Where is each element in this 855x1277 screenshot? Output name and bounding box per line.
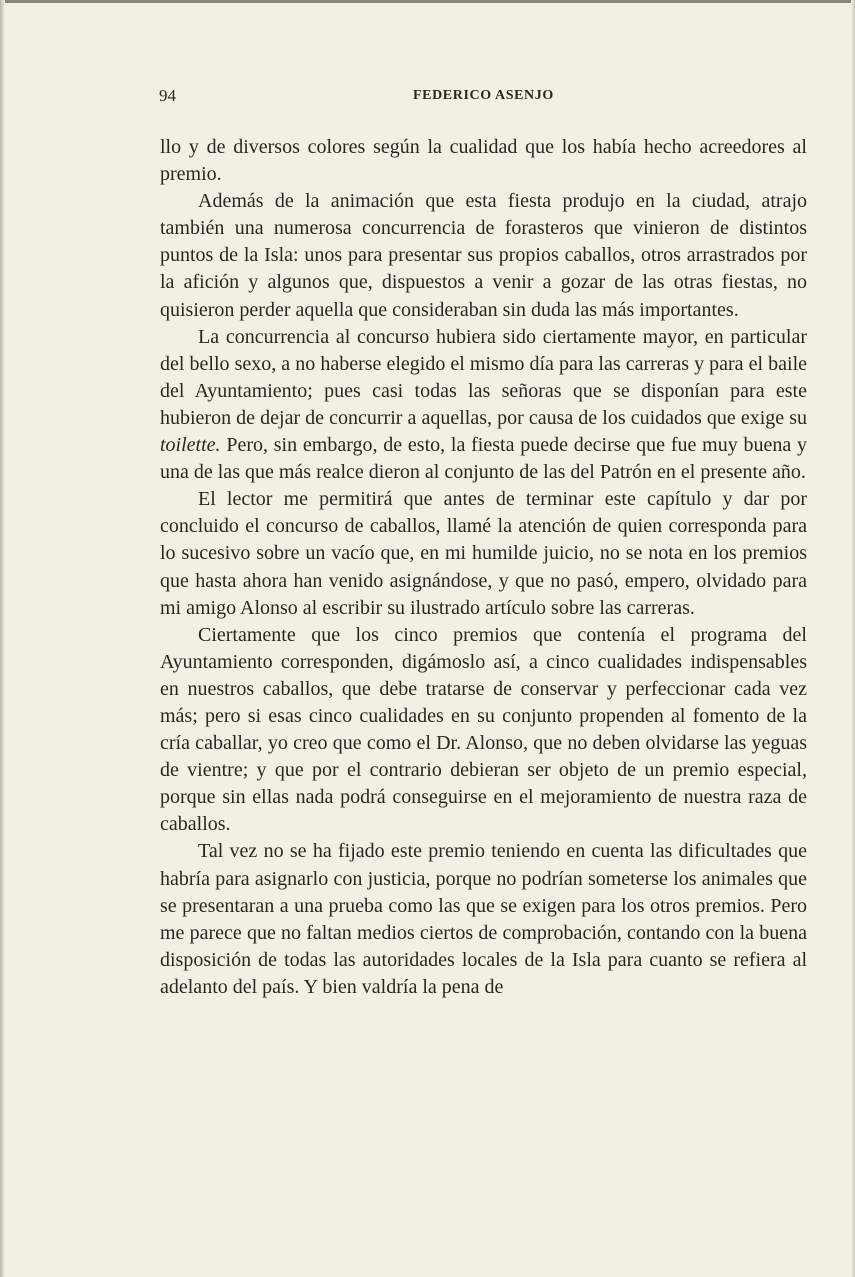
paragraph-6: Tal vez no se ha fijado este premio teniendo en cuenta las dificultades que habría para asignarlo con justicia, porque no podrían someterse los animales que se presentaran a una prueba como las que se exigen para los otros premios. Pero me parece que no faltan medios ciertos de comprobación, contando con la buena disposición de todas las autoridades locales de la Isla para cuanto se refiera al adelanto del país. Y bien valdría la pena de	[160, 840, 807, 998]
paragraph-2: Además de la animación que esta fiesta produjo en la ciudad, atrajo también una numerosa concurrencia de forasteros que vinieron de distintos puntos de la Isla: unos para presentar sus propios caballos, otros arrastrados por la afición y algunos que, dispuestos a venir a gozar de las otras fiestas, no quisieron perder aquella que consideraban sin duda las más importantes.	[160, 190, 807, 321]
page-header	[159, 86, 809, 112]
page-number: 94	[159, 86, 176, 105]
page-right-edge	[851, 0, 855, 1277]
paragraph-5: Ciertamente que los cinco premios que contenía el programa del Ayuntamiento corresponden, digámoslo así, a cinco cualidades indispensables en nuestros caballos, que debe tratarse de conservar y perfeccionar cada vez más; pero si esas cinco cualidades en su conjunto propenden al fomento de la cría caballar, yo creo que como el Dr. Alonso, que no deben olvidarse las yeguas de vientre; y que por el contrario debieran ser objeto de un premio especial, porque sin ellas nada podrá conseguirse en el mejoramiento de nuestra raza de caballos.	[160, 623, 807, 836]
paragraph-3-text: La concurrencia al concurso hubiera sido ciertamente mayor, en particular del bello sexo, a no haberse elegido el mismo día para las carreras y para el baile del Ayuntamiento; pues casi todas las señoras que se disponían para este hubieron de dejar de concurrir a aquellas, por causa de los cuidados que exige su	[160, 325, 807, 429]
paragraph-3-tail: Pero, sin embargo, de esto, la fiesta puede decirse que fue muy buena y una de las que más realce dieron al conjunto de las del Patrón en el presente año.	[160, 434, 807, 484]
paragraph-3	[160, 324, 807, 487]
page-left-edge	[0, 0, 5, 1277]
body-text	[160, 134, 807, 1001]
italic-word: toilette.	[160, 434, 221, 457]
paragraph-4: El lector me permitirá que antes de terminar este capítulo y dar por concluido el concurso de caballos, llamé la atención de quien corresponda para lo sucesivo sobre un vacío que, en mi humilde juicio, no se nota en los premios que hasta ahora han venido asignándose, y que no pasó, empero, olvidado para mi amigo Alonso al escribir su ilustrado artículo sobre las carreras.	[160, 488, 807, 619]
paragraph-1: llo y de diversos colores según la cualidad que los había hecho acreedores al premio.	[160, 136, 807, 186]
running-head: FEDERICO ASENJO	[413, 88, 554, 103]
page-top-edge	[0, 0, 855, 3]
